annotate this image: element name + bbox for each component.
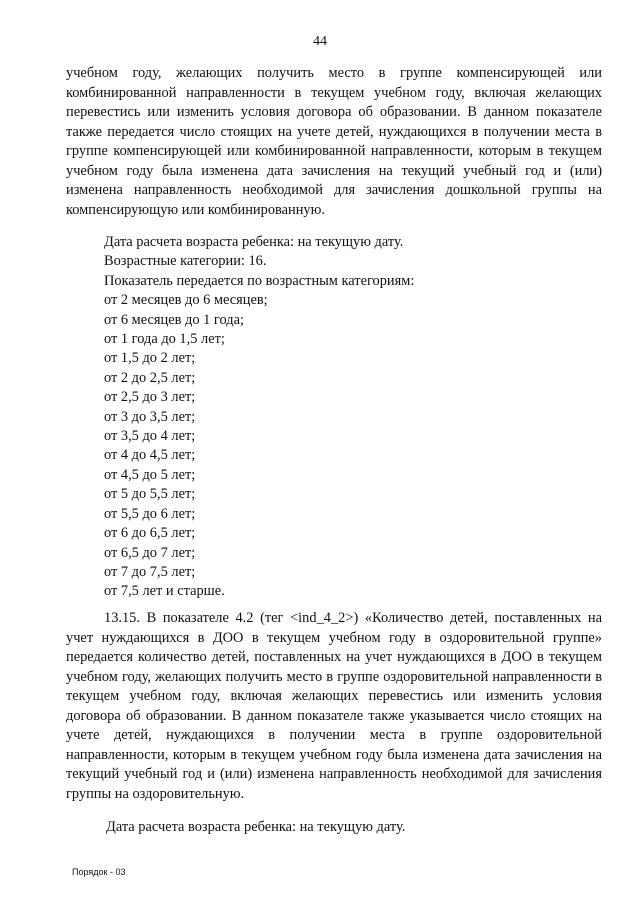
paragraph-text: 13.15. В показателе 4.2 (тег <ind_4_2>) «Количество детей, поставленных на учет нуждающихся в ДОО в текущем учебном году в оздоровительной группе» передается количество детей, поставленных на учет нуждающихся в ДОО в текущем учебном году, желающих получить место в группе оздоровительной направленности в текущем учебном году, включая желающих перевестись или изменить условия договора об образовании. В данном показателе также указывается число стоящих на учете детей, нуждающихся в получении места в группе оздоровительной направленности, которым в текущем учебном году была изменена дата зачисления на текущий учебный год и (или) изменена направленность необходимой для зачисления группы на оздоровительную. [66,610,602,802]
paragraph-text: учебном году, желающих получить место в группе компенсирующей или комбинированной направленности в текущем учебном году, включая желающих перевестись или изменить условия договора об образовании. В данном показателе также передается число стоящих на учете детей, нуждающихся в получении места в группе компенсирующей или комбинированной направленности, которым в текущем учебном году была изменена дата зачисления на текущий учебный год и (или) изменена направленность необходимой для зачисления дошкольной группы на компенсирующую или комбинированную. [66,65,602,218]
footer-label: Порядок - 03 [72,867,126,877]
age-category-item: от 6,5 до 7 лет; [104,544,196,561]
age-category-item: от 4 до 4,5 лет; [104,447,196,464]
age-category-item: от 4,5 до 5 лет; [104,466,196,483]
page-number: 44 [313,34,327,49]
age-category-item: от 2 до 2,5 лет; [104,369,196,386]
age-category-item: от 3 до 3,5 лет; [104,408,196,425]
age-category-item: от 5,5 до 6 лет; [104,505,196,522]
age-category-item: от 2 месяцев до 6 месяцев; [104,292,268,309]
age-category-item: от 1 года до 1,5 лет; [104,331,225,348]
age-category-item: от 7 до 7,5 лет; [104,563,196,580]
age-category-list [104,291,584,602]
paragraph-13-15 [66,609,602,804]
age-category-item: от 5 до 5,5 лет; [104,486,196,503]
age-categories-section [104,233,584,602]
paragraph-compensating-group [66,64,602,220]
calc-date-line: Дата расчета возраста ребенка: на текущую дату. [104,234,404,250]
age-category-item: от 3,5 до 4 лет; [104,428,196,445]
age-category-item: от 2,5 до 3 лет; [104,389,196,406]
age-categories-count: Возрастные категории: 16. [104,253,267,270]
age-category-item: от 6 до 6,5 лет; [104,525,196,542]
indicator-intro: Показатель передается по возрастным категориям: [104,272,415,289]
calc-date-line-2: Дата расчета возраста ребенка: на текущую дату. [106,819,406,835]
age-category-item: от 6 месяцев до 1 года; [104,311,244,328]
age-category-item: от 7,5 лет и старше. [104,583,225,600]
age-category-item: от 1,5 до 2 лет; [104,350,196,367]
